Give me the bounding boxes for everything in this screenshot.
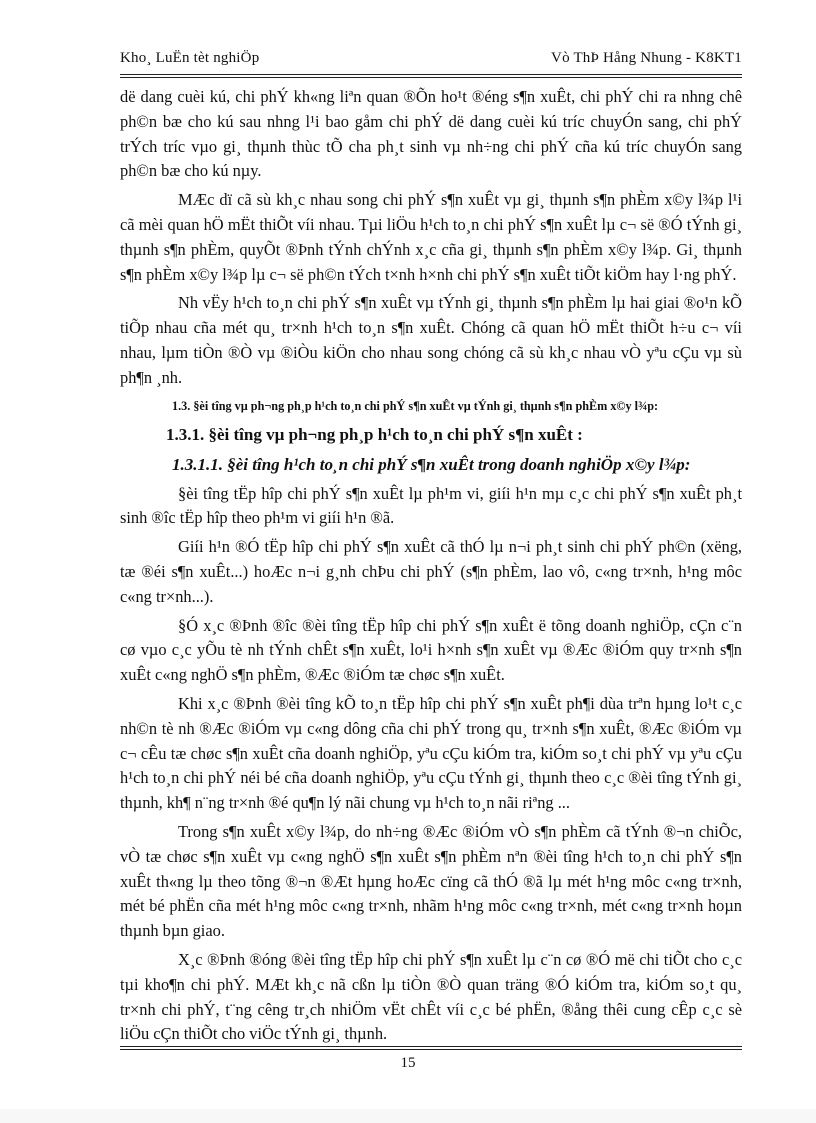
header-rule-top [120,74,742,75]
footer-rule-top [120,1046,742,1047]
paragraph: Nh vËy h¹ch to¸n chi phÝ s¶n xuÊt vµ tÝnh gi¸ thµnh s¶n phÈm lµ hai giai ®o¹n kÕ tiÕp nhau cña mét qu¸ tr×nh h¹ch to¸n s¶n xuÊt. Chóng cã quan hÖ mËt thiÕt h÷u c¬ víi nhau, lµm tiÒn ®Ò vµ ®iÒu kiÖn cho nhau song chóng cã sù kh¸c nhau vÒ yªu cÇu vµ sù ph¶n ¸nh. [120,293,742,387]
header-author: Vò ThÞ Hång Nhung - K8KT1 [551,50,742,66]
paragraph: Khi x¸c ®Þnh ®èi tîng kÕ to¸n tËp hîp chi phÝ s¶n xuÊt ph¶i dùa trªn hµng lo¹t c¸c nh©n tè nh ®Æc ®iÓm vµ c«ng dông cña chi phÝ trong qu¸ tr×nh s¶n xuÊt, ®Æc ®iÓm vµ c¬ cÊu tæ chøc s¶n xuÊt cña doanh nghiÖp, yªu cÇu kiÓm tra, kiÓm so¸t chi phÝ vµ yªu cÇu h¹ch to¸n chi phÝ néi bé cña doanh nghiÖp, yªu cÇu tÝnh gi¸ thµnh theo c¸c ®èi tîng tÝnh gi¸ thµnh, kh¶ n¨ng tr×nh ®é qu¶n lý nãi chung vµ h¹ch to¸n nãi riªng ... [120,693,742,813]
subsubsection-heading: 1.3.1.1. §èi tîng h¹ch to¸n chi phÝ s¶n xuÊt trong doanh nghiÖp x©y l¾p: [172,454,691,474]
page-number: 15 [400,1055,416,1071]
subsection-heading: 1.3.1. §èi tîng vµ ph¬ng ph¸p h¹ch to¸n chi phÝ s¶n xuÊt : [166,424,583,444]
paragraph: §èi tîng tËp hîp chi phÝ s¶n xuÊt lµ ph¹m vi, giíi h¹n mµ c¸c chi phÝ s¶n xuÊt ph¸t sinh ®îc tËp hîp theo ph¹m vi giíi h¹n ®ã. [120,483,742,528]
section-heading: 1.3. §èi tîng vµ ph¬ng ph¸p h¹ch to¸n chi phÝ s¶n xuÊt vµ tÝnh gi¸ thµnh s¶n phÈm x©y l¾p: [172,398,659,413]
paragraph: Trong s¶n xuÊt x©y l¾p, do nh÷ng ®Æc ®iÓm vÒ s¶n phÈm cã tÝnh ®¬n chiÕc, vÒ tæ chøc s¶n xuÊt vµ c«ng nghÖ s¶n xuÊt s¶n phÈm nªn ®èi tîng h¹ch to¸n chi phÝ s¶n xuÊt th«ng lµ theo tõng ®¬n ®Æt hµng hoÆc cïng cã thÓ ®ã lµ mét h¹ng môc c«ng tr×nh, mét bé phËn cña mét h¹ng môc c«ng tr×nh, nhãm h¹ng môc c«ng tr×nh, mét c«ng tr×nh hoµn thµnh bµn giao. [120,821,742,941]
header-rule-bottom [120,77,742,78]
footer-rule-bottom [120,1049,742,1050]
paragraph: Giíi h¹n ®Ó tËp hîp chi phÝ s¶n xuÊt cã thÓ lµ n¬i ph¸t sinh chi phÝ ph©n (xëng, tæ ®éi s¶n xuÊt...) hoÆc n¬i g¸nh chÞu chi phÝ (s¶n phÈm, lao vô, c«ng tr×nh, h¹ng môc c«ng tr×nh...). [120,537,742,606]
paragraph-continuation: dë dang cuèi kú, chi phÝ kh«ng liªn quan ®Õn ho¹t ®éng s¶n xuÊt, chi phÝ chi ra nhng chê ph©n bæ cho kú sau nhng l¹i bao gåm chi phÝ dë dang cuèi kú tríc chuyÓn sang, chi phÝ trÝch tríc vµo gi¸ thµnh thùc tÕ cha ph¸t sinh vµ nh÷ng chi phÝ cña kú tríc chuyÓn sang ph©n bæ cho kú nµy. [120,87,742,181]
page-body [120,85,742,1047]
paragraph: §Ó x¸c ®Þnh ®îc ®èi tîng tËp hîp chi phÝ s¶n xuÊt ë tõng doanh nghiÖp, cÇn c¨n cø vµo c¸c yÕu tè nh tÝnh chÊt s¶n xuÊt, lo¹i h×nh s¶n xuÊt vµ ®Æc ®iÓm quy tr×nh s¶n xuÊt c«ng nghÖ s¶n phÈm, ®Æc ®iÓm tæ chøc s¶n xuÊt. [120,615,742,685]
page-bottom-strip [0,1109,816,1123]
paragraph: MÆc dï cã sù kh¸c nhau song chi phÝ s¶n xuÊt vµ gi¸ thµnh s¶n phÈm x©y l¾p l¹i cã mèi quan hÖ mËt thiÕt víi nhau. Tµi liÖu h¹ch to¸n chi phÝ s¶n xuÊt lµ c¬ së ®Ó tÝnh gi¸ thµnh s¶n phÈm, quyÕt ®Þnh tÝnh chÝnh x¸c cña gi¸ thµnh s¶n phÈm x©y l¾p. Gi¸ thµnh s¶n phÈm x©y l¾p lµ c¬ së ph©n tÝch t×nh h×nh chi phÝ s¶n xuÊt tiÕt kiÖm hay l·ng phÝ. [120,190,742,284]
paragraph: X¸c ®Þnh ®óng ®èi tîng tËp hîp chi phÝ s¶n xuÊt lµ c¨n cø ®Ó më chi tiÕt cho c¸c tµi kho¶n chi phÝ. MÆt kh¸c nã cßn lµ tiÒn ®Ò quan träng ®Ó kiÓm tra, kiÓm so¸t qu¸ tr×nh chi phÝ, t¨ng cêng tr¸ch nhiÖm vËt chÊt víi c¸c bé phËn, ®ång thêi cung cÊp c¸c sè liÖu cÇn thiÕt cho viÖc tÝnh gi¸ thµnh. [120,949,742,1044]
header-title: Kho¸ LuËn tèt nghiÖp [120,50,260,66]
